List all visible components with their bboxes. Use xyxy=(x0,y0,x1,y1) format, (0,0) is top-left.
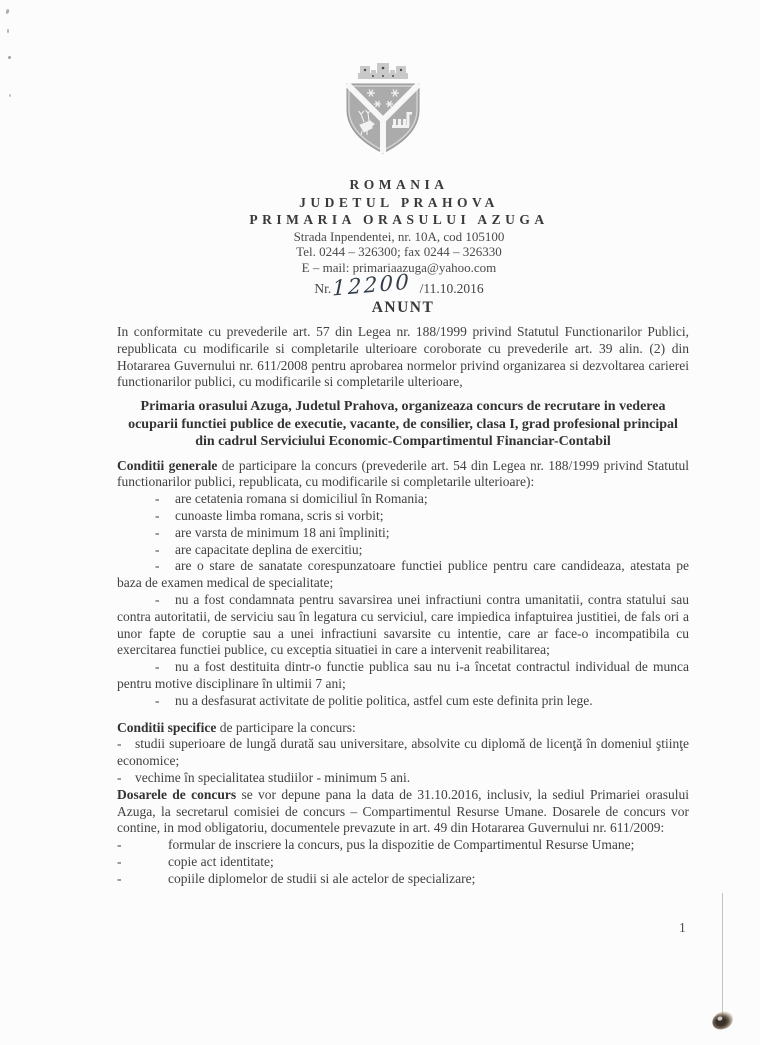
registration-line xyxy=(38,269,760,301)
scan-edge-line xyxy=(722,893,723,1021)
list-item-text: are cetatenia romana si domiciliul în Romania; xyxy=(175,491,428,507)
dossier-heading xyxy=(117,787,689,837)
list-item xyxy=(117,525,689,542)
bullet-marker: - xyxy=(155,692,160,708)
list-item xyxy=(117,542,689,559)
bullet-marker: - xyxy=(155,659,160,675)
list-item xyxy=(117,558,689,592)
registration-label: Nr. xyxy=(314,281,332,296)
general-conditions-list xyxy=(117,491,689,709)
announcement-paragraph: Primaria orasului Azuga, Judetul Prahova, organizeaza concurs de recrutare in vederea ocuparii functiei publice de executie, vacante, de consilier, clasa I, grad profesional principal din cadrul Serviciului Economic-Compartimentul Financiar-Contabil xyxy=(128,399,678,450)
bullet-marker: - xyxy=(117,736,122,752)
list-item xyxy=(117,491,689,508)
letterhead xyxy=(0,176,760,301)
list-item-text: copie act identitate; xyxy=(168,854,274,870)
document-title: ANUNT xyxy=(371,299,435,316)
list-item-text: studii superioare de lungă durată sau universitare, absolvite cu diplomă de licenţă în domeniul ştiinţe economice; xyxy=(117,736,689,769)
scan-speck xyxy=(9,94,11,97)
list-item-text: nu a fost destituita dintr-o functie publica sau nu i-a încetat contractul individual de munca pentru motive disciplinare în ultimii 7 ani; xyxy=(117,659,689,692)
bullet-marker: - xyxy=(155,541,160,557)
registration-date: /11.10.2016 xyxy=(419,281,484,296)
heading-emphasis: Conditii specifice xyxy=(117,719,217,735)
coat-of-arms-icon xyxy=(340,62,426,163)
document-body xyxy=(117,324,689,888)
list-item-text: are varsta de minimum 18 ani împliniti; xyxy=(175,524,390,540)
bullet-marker: - xyxy=(117,770,122,786)
list-item-text: vechime în specialitatea studiilor - minimum 5 ani. xyxy=(135,770,411,786)
phone-line: Tel. 0244 – 326300; fax 0244 – 326330 xyxy=(296,244,502,259)
scan-speck xyxy=(8,56,11,59)
heading-emphasis: Conditii generale xyxy=(117,457,218,473)
intro-paragraph: In conformitate cu prevederile art. 57 din Legea nr. 188/1999 privind Statutul Functionarilor Publici, republicata cu modificarile si completarile ulterioare coroborate cu prevederile art. 39 alin. (2) din Hotararea Guvernului nr. 611/2008 pentru aprobarea normelor privind organizarea si dezvoltarea carierei functionarilor publici, cu modificarile si completarile ulterioare, xyxy=(117,324,689,390)
list-item xyxy=(117,693,689,710)
institution-line: PRIMARIA ORASULUI AZUGA xyxy=(249,212,549,227)
email-line: E – mail: primariaazuga@yahoo.com xyxy=(301,259,497,275)
bullet-marker: - xyxy=(155,592,160,608)
heading-text: de participare la concurs: xyxy=(216,719,356,735)
bullet-marker: - xyxy=(155,558,160,574)
list-item xyxy=(117,736,689,770)
scan-speck xyxy=(7,29,9,33)
list-item xyxy=(117,659,689,693)
bullet-marker: - xyxy=(155,491,160,507)
address-line: Strada Inpendentei, nr. 10A, cod 105100 xyxy=(293,228,505,244)
bullet-marker: - xyxy=(117,837,122,853)
bullet-marker: - xyxy=(117,870,122,886)
scan-speck xyxy=(5,9,10,15)
bullet-marker: - xyxy=(155,508,160,524)
list-item-text: nu a desfasurat activitate de politie politica, astfel cum este definita prin lege. xyxy=(175,692,593,708)
bullet-marker: - xyxy=(117,854,122,870)
list-item xyxy=(117,871,689,888)
list-item-text: copiile diplomelor de studii si ale actelor de specializare; xyxy=(168,870,476,886)
list-item xyxy=(117,854,689,871)
heading-emphasis: Dosarele de concurs xyxy=(117,786,237,802)
list-item xyxy=(117,592,689,659)
list-item xyxy=(117,508,689,525)
page-number: 1 xyxy=(679,920,686,935)
heading-text: se vor depune pana la data de 31.10.2016, inclusiv, la sediul Primariei orasului Azuga, la secretarul comisiei de concurs – Compartimentul Resurse Umane. Dosarele de concurs vor contine, in mod obligatoriu, documentele prevazute in art. 49 din Hotararea Guvernului nr. 611/2009: xyxy=(117,786,689,836)
list-item xyxy=(117,837,689,854)
list-item-text: are capacitate deplina de exercitiu; xyxy=(175,541,363,557)
general-conditions-heading xyxy=(117,458,689,492)
list-item-text: nu a fost condamnata pentru savarsirea unei infractiuni contra umanitatii, contra statului sau contra autoritatii, de serviciu sau în legatura cu serviciul, care impiedica infaptuirea justitiei, de fals ori a unor fapte de coruptie sau a unei infractiuni savarsite cu intentie, care ar face-o incompatibila cu exercitarea functiei publice, cu exceptia situatiei in care a intervenit reabilitarea; xyxy=(117,592,689,658)
list-item xyxy=(117,770,689,787)
list-item-text: cunoaste limba romana, scris si vorbit; xyxy=(175,508,384,524)
specific-conditions-list xyxy=(117,736,689,786)
scan-smudge xyxy=(710,1010,734,1032)
county-line: JUDETUL PRAHOVA xyxy=(299,194,499,210)
list-item-text: are o stare de sanatate corespunzatoare functiei publice pentru care candideaza, atestata pe baza de examen medical de specialitate; xyxy=(117,558,689,591)
country-line: ROMANIA xyxy=(349,177,449,192)
registration-number-handwritten: 12200 xyxy=(332,269,412,301)
heading-text: de participare la concurs (prevederile art. 54 din Legea nr. 188/1999 privind Statutul functionarilor publici, republicata, cu modificarile si completarile ulterioare): xyxy=(117,457,689,490)
specific-conditions-heading xyxy=(117,720,689,737)
dossier-list xyxy=(117,837,689,887)
bullet-marker: - xyxy=(155,524,160,540)
list-item-text: formular de inscriere la concurs, pus la dispozitie de Compartimentul Resurse Umane; xyxy=(168,837,635,853)
